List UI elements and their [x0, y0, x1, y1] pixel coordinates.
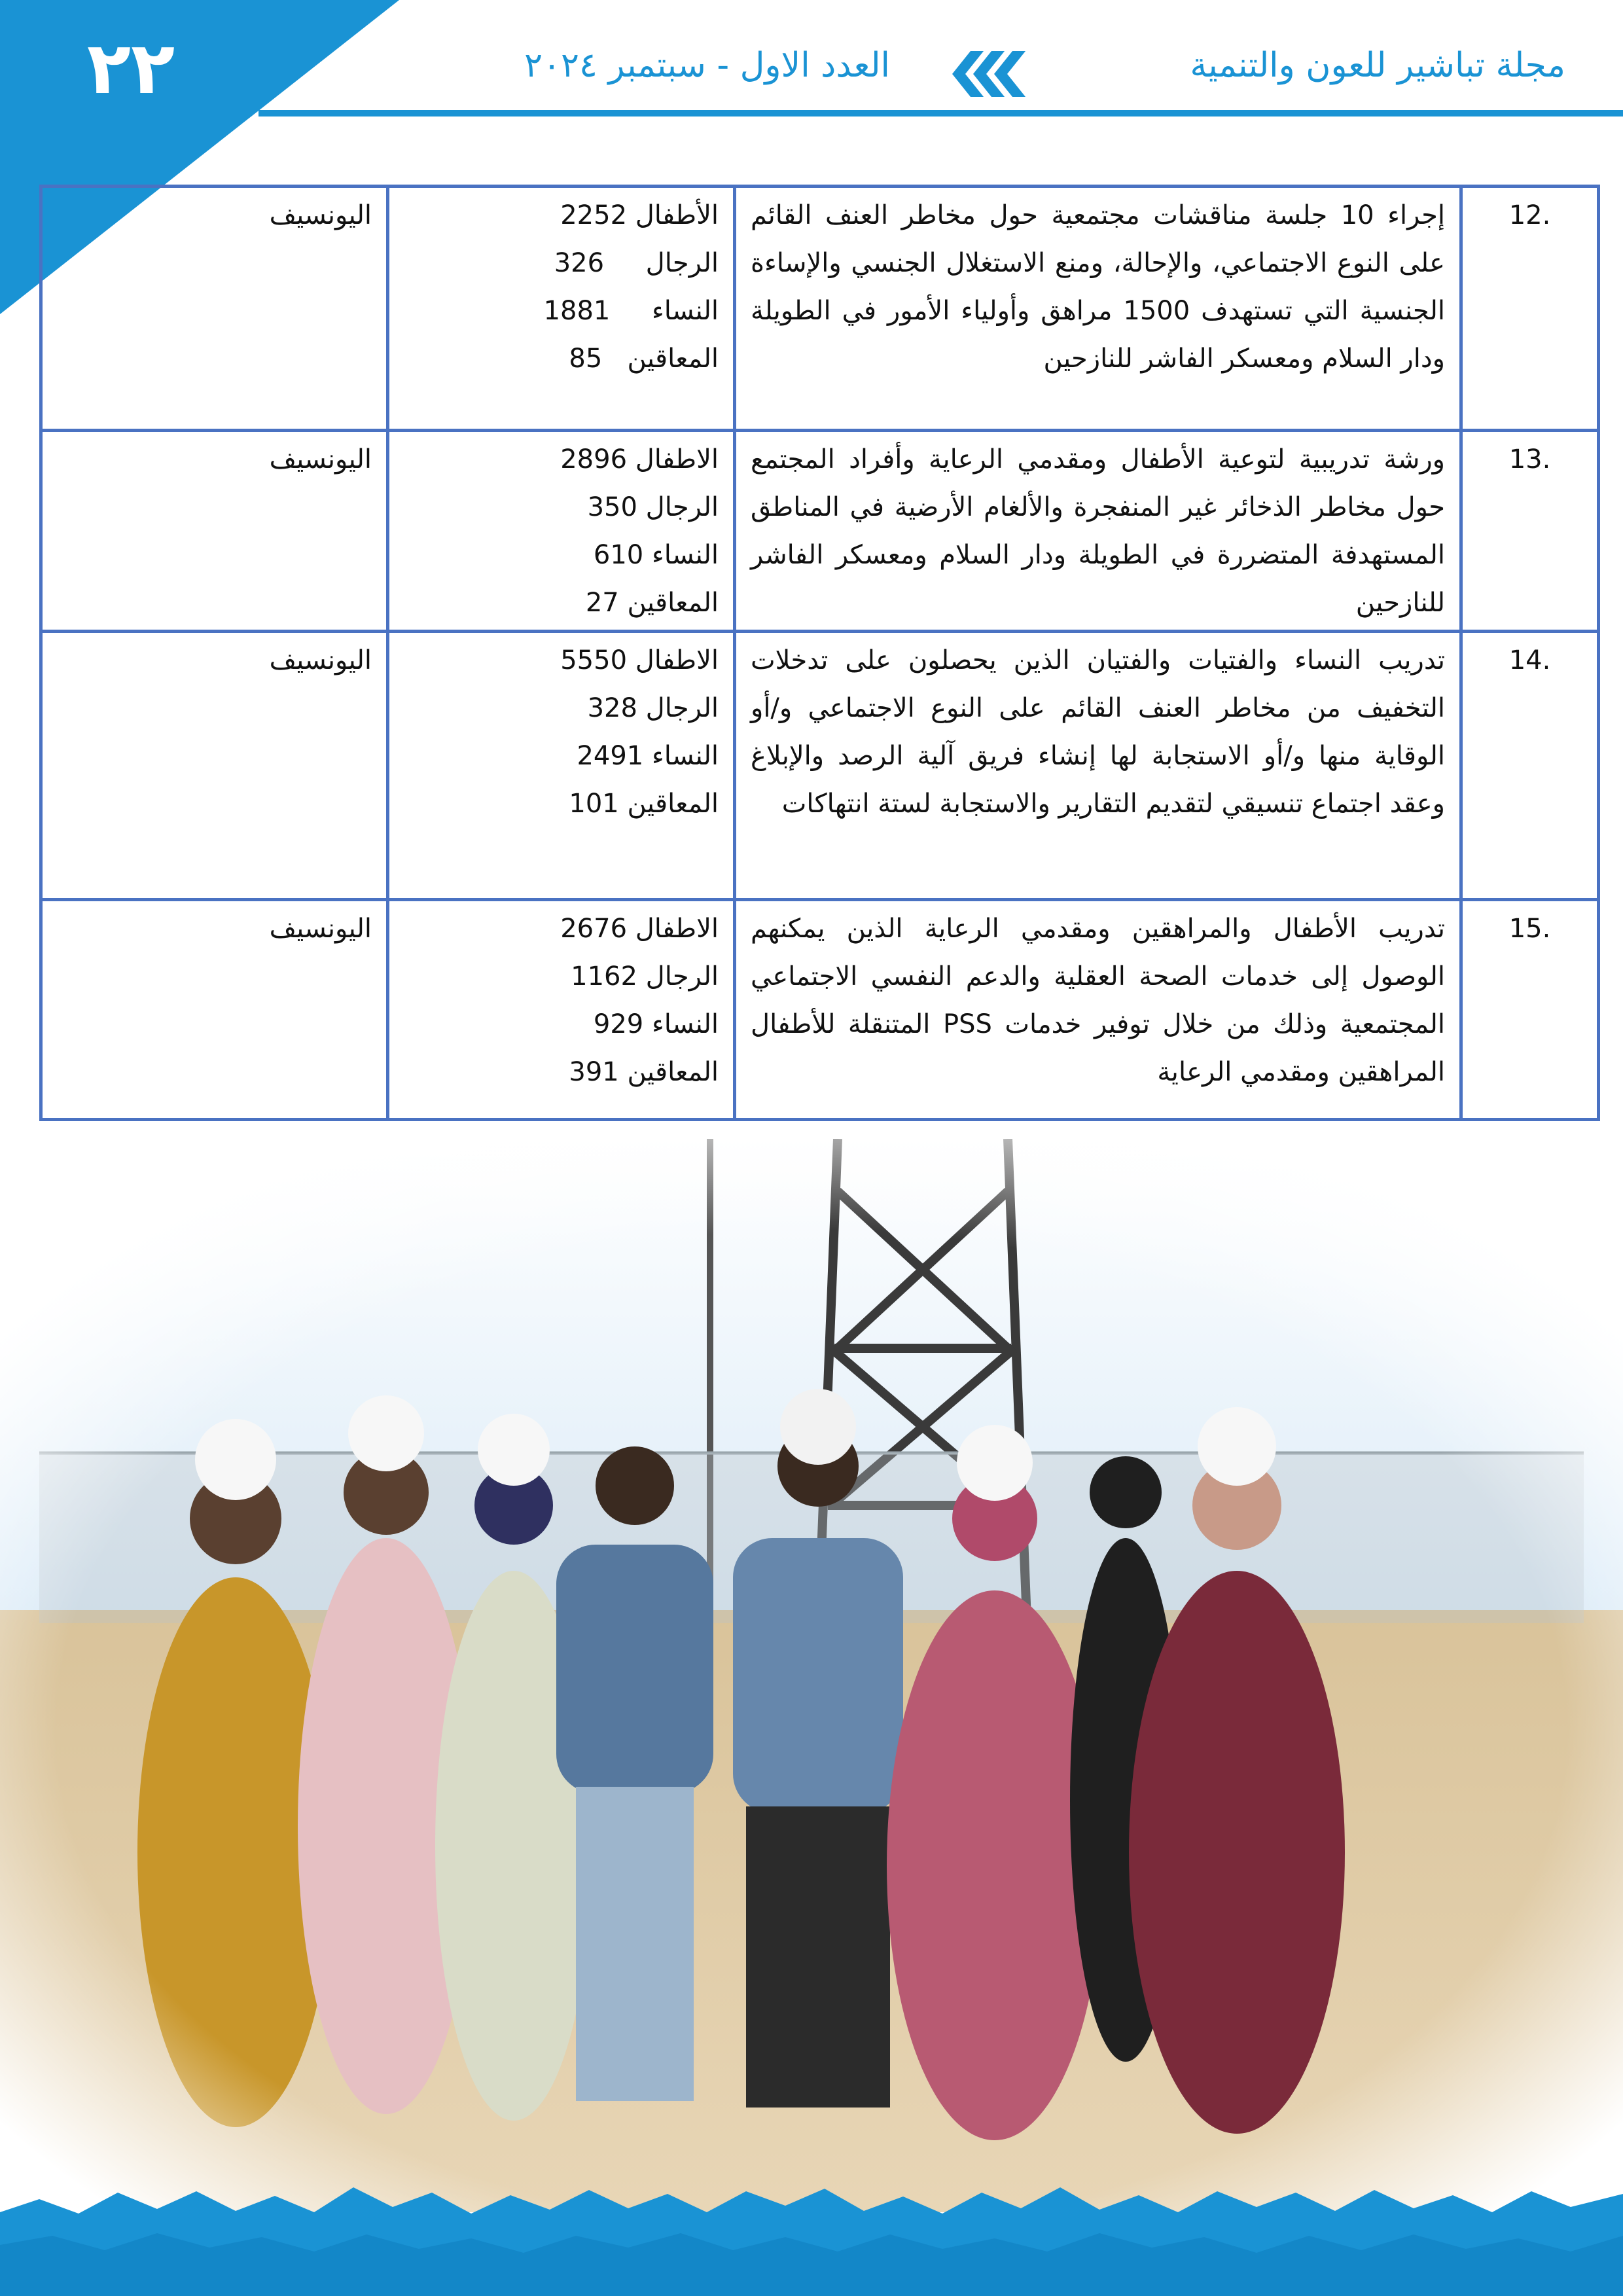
activities-table: [39, 185, 1600, 1121]
beneficiary-men: الرجال 326: [554, 248, 719, 278]
row-number: .14: [1461, 632, 1599, 900]
partner-name: اليونسيف: [41, 632, 388, 900]
beneficiary-disabled: المعاقين 391: [569, 1057, 719, 1087]
triple-chevron-left-icon: [952, 51, 1031, 97]
table-row: [41, 632, 1599, 900]
footer-brush-wave: [0, 2173, 1623, 2296]
beneficiaries-cell: [388, 900, 735, 1120]
beneficiary-disabled: المعاقين 27: [585, 588, 719, 618]
beneficiary-women: النساء 2491: [577, 741, 719, 771]
beneficiary-disabled: المعاقين 101: [569, 789, 719, 819]
beneficiaries-cell: [388, 187, 735, 431]
beneficiary-women: النساء 929: [593, 1009, 719, 1039]
activity-description: تدريب النساء والفتيات والفتيان الذين يحصلون على تدخلات التخفيف من مخاطر العنف القائم على النوع الاجتماعي و/أو الوقاية منها و/أو الاستجابة لها إنشاء فريق آلية الرصد والإبلاغ وعقد اجتماع تنسيقي لتقديم التقارير والاستجابة لستة انتهاكات: [735, 632, 1461, 900]
beneficiary-children: الاطفال 2896: [560, 444, 719, 475]
table-row: [41, 900, 1599, 1120]
beneficiary-children: الاطفال 5550: [560, 645, 719, 675]
header-rule: [259, 110, 1623, 117]
page-number: ٢٢: [86, 26, 175, 110]
row-number: .13: [1461, 431, 1599, 632]
partner-name: اليونسيف: [41, 187, 388, 431]
beneficiary-men: الرجال 350: [587, 492, 719, 522]
issue-label: العدد الاول - سبتمبر ٢٠٢٤: [524, 46, 890, 85]
table-row: [41, 431, 1599, 632]
activity-description: ورشة تدريبية لتوعية الأطفال ومقدمي الرعاية وأفراد المجتمع حول مخاطر الذخائر غير المنفجرة والألغام الأرضية في المناطق المستهدفة المتضررة في الطويلة ودار السلام ومعسكر الفاشر للنازحين: [735, 431, 1461, 632]
beneficiaries-cell: [388, 632, 735, 900]
beneficiary-children: الاطفال 2676: [560, 914, 719, 944]
activity-description: إجراء 10 جلسة مناقشات مجتمعية حول مخاطر العنف القائم على النوع الاجتماعي، والإحالة، ومنع الاستغلال الجنسي والإساءة الجنسية التي تستهدف 1500 مراهق وأولياء الأمور في الطويلة ودار السلام ومعسكر الفاشر للنازحين: [735, 187, 1461, 431]
beneficiaries-cell: [388, 431, 735, 632]
beneficiary-men: الرجال 328: [587, 693, 719, 723]
beneficiary-men: الرجال 1162: [571, 961, 719, 992]
partner-name: اليونسيف: [41, 431, 388, 632]
partner-name: اليونسيف: [41, 900, 388, 1120]
beneficiary-children: الأطفال 2252: [560, 200, 719, 230]
magazine-title: مجلة تباشير للعون والتنمية: [1190, 46, 1565, 85]
group-photo: [0, 1139, 1623, 2212]
beneficiary-women: النساء 1881: [543, 296, 719, 326]
beneficiary-women: النساء 610: [593, 540, 719, 570]
row-number: .15: [1461, 900, 1599, 1120]
row-number: .12: [1461, 187, 1599, 431]
table-row: [41, 187, 1599, 431]
beneficiary-disabled: المعاقين 85: [569, 344, 719, 374]
activity-description: تدريب الأطفال والمراهقين ومقدمي الرعاية الذين يمكنهم الوصول إلى خدمات الصحة العقلية والدعم النفسي الاجتماعي المجتمعية وذلك من خلال توفير خدمات PSS المتنقلة للأطفال المراهقين ومقدمي الرعاية: [735, 900, 1461, 1120]
